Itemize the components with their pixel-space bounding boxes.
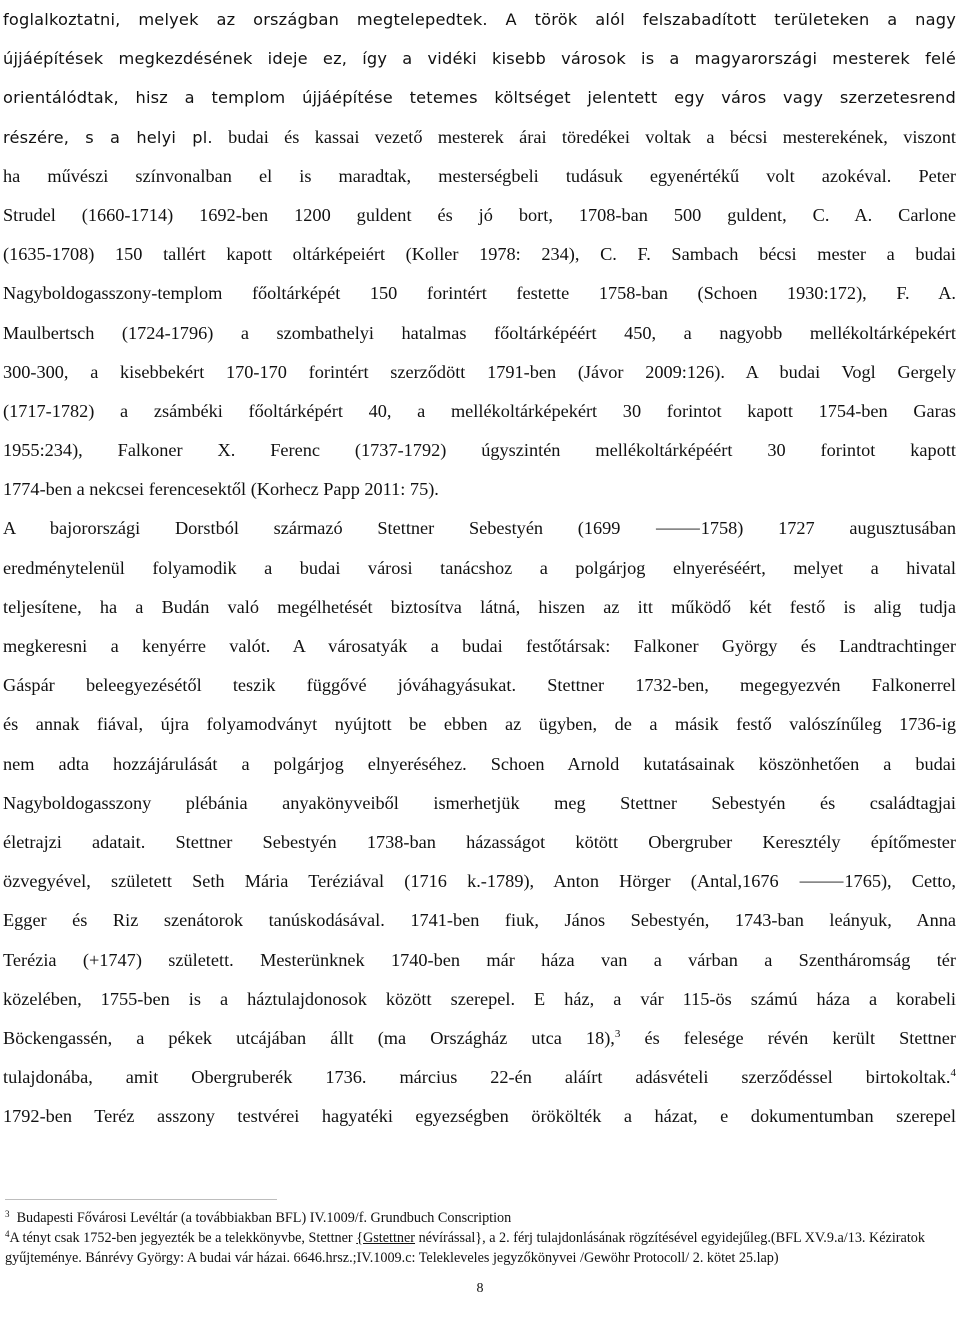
footnote-4-text-cont: névírással}, a 2. férj tulajdonlásának rögzítésével egyidejűleg.(BFL XV.9.a/13. Kéziratok gyűjteménye. Bánrévy György: A budai vár házai. 6646.hrsz.;IV.1009.c: Telekleveles jegyzőkönyvei /Gewöhr Protocoll/ 2. kötet 25.lap): [5, 1230, 925, 1266]
text-line: özvegyével, született Seth Mária Teréziával (1716 k.-1789), Anton Hörger (Antal,1676 ⸻1765), Cetto,: [3, 871, 956, 892]
text-line: Gáspár beleegyezésétől teszik függővé jóváhagyásukat. Stettner 1732-ben, megegyezvén Falkonerrel: [3, 675, 956, 696]
text-line: 1792-ben Teréz asszony testvérei hagyatéki egyezségben örökölték a házat, e dokumentumban szerepel: [3, 1106, 956, 1127]
footnote-3-text: Budapesti Fővárosi Levéltár (a továbbiakban BFL) IV.1009/f. Grundbuch Conscription: [16, 1210, 512, 1226]
text-line: orientálódtak, hisz a templom újjáépítése tetemes költséget jelentett egy város vagy szerzetesrend: [3, 88, 956, 108]
text-segment: Strudel (1660-1714) 1692-ben 1200 guldent és jó bort, 1708-ban 500 guldent, C. A.: [3, 204, 873, 225]
text-line: és annak fiával, újra folyamodványt nyújtott be ebben az ügyben, de a másik festő valószínűleg 1736-ig: [3, 714, 956, 735]
text-line: 1774-ben a nekcsei ferencesektől (Korhecz Papp 2011: 75).: [3, 479, 439, 500]
footnote-4-text: A tényt csak 1752-ben jegyezték be a telekkönyvbe, Stettner: [9, 1230, 353, 1246]
text-line: A bajorországi Dorstból származó Stettner Sebestyén (1699 ⸻1758) 1727 augusztusában: [3, 518, 956, 539]
text-segment: ha művészi színvonalban el is maradtak, mesterségbeli tudásuk egyenértékű volt azokéval.: [3, 165, 892, 186]
text-segment: és felesége révén került Stettner: [644, 1027, 956, 1048]
footnote-ref-3[interactable]: 3: [614, 1027, 621, 1040]
footnote-3-mark: 3: [5, 1209, 10, 1219]
body-text: [3, 0, 956, 1136]
text-line: megkeresni a kenyérre valót. A városatyák a budai festőtársak: Falkoner György és Landtrachtinger: [3, 636, 956, 656]
text-segment: Böckengassén, a pékek utcájában állt (ma Országház utca 18),: [3, 1027, 615, 1048]
text-line: Maulbertsch (1724-1796) a szombathelyi hatalmas főoltárképéért 450, a nagyobb mellékoltárképekért: [3, 322, 956, 343]
text-line: teljesítene, ha a Budán való megélhetését biztosítva látná, hiszen az itt működő két festő is alig tudja: [3, 596, 956, 617]
text-line: [3, 118, 956, 157]
text-segment: részére, s a helyi pl.: [3, 127, 213, 147]
text-segment: 300-300, a kisebbekért 170-170 forintért szerződött 1791-ben (Jávor 2009:126).: [3, 361, 725, 382]
text-segment: Carlone: [898, 204, 956, 225]
text-line: közelében, 1755-ben is a háztulajdonosok között szerepel. E ház, a vár 115-ös számú háza a korabeli: [3, 988, 956, 1009]
text-segment: 1955:234), Falkoner X.: [3, 440, 236, 461]
footnote-3: [5, 1208, 950, 1228]
text-segment: budai és kassai vezető mesterek árai töredékei voltak a bécsi mesterekének, viszont: [228, 126, 956, 147]
text-line: [3, 157, 956, 196]
text-line: [3, 353, 956, 392]
footnote-ref-4[interactable]: 4: [950, 1067, 956, 1080]
text-line: [3, 1058, 956, 1097]
text-line: eredménytelenül folyamodik a budai városi tanácshoz a polgárjog elnyeréséért, melyet a hivatal: [3, 557, 956, 578]
text-line: foglalkoztatni, melyek az országban megtelepedtek. A török alól felszabadított területeken a nagy: [3, 10, 956, 29]
footnote-4: [5, 1228, 950, 1268]
text-line: [3, 431, 956, 470]
footnote-separator: [5, 1199, 277, 1200]
text-line: (1717-1782) a zsámbéki főoltárképért 40, a mellékoltárképekért 30 forintot kapott 1754-ben Garas: [3, 400, 956, 421]
text-segment: Peter: [918, 165, 956, 186]
text-line: nem adta hozzájárulását a polgárjog elnyeréséhez. Schoen Arnold kutatásainak köszönhetően a budai: [3, 753, 956, 774]
text-line: életrajzi adatait. Stettner Sebestyén 1738-ban házasságot kötött Obergruber Keresztély építőmester: [3, 831, 956, 852]
text-segment: A budai Vogl Gergely: [745, 361, 956, 382]
text-segment: Sambach bécsi mester a budai: [671, 244, 956, 265]
text-line: [3, 235, 956, 274]
footnote-4-mark: 4: [5, 1229, 10, 1239]
text-line: Nagyboldogasszony plébánia anyakönyveiből ismerhetjük meg Stettner Sebestyén és családtagjai: [3, 792, 956, 813]
text-segment: Ferenc (1737-1792) úgyszintén mellékoltárképéért 30 forintot kapott: [270, 440, 956, 461]
text-line: Nagyboldogasszony-templom főoltárképét 150 forintért festette 1758-ban (Schoen 1930:172), F. A.: [3, 283, 956, 304]
text-segment: (1635-1708) 150 tallért kapott oltárképeiért (Koller 1978: 234), C. F.: [3, 244, 651, 265]
page-number: 8: [476, 1281, 484, 1296]
text-line: Terézia (+1747) született. Mesterünknek 1740-ben már háza van a várban a Szentháromság tér: [3, 949, 956, 970]
text-line: újjáépítések megkezdésének ideje ez, így a vidéki kisebb városok is a magyarországi mesterek felé: [3, 49, 956, 69]
text-segment: tulajdonába, amit Obergruberék 1736. március 22-én aláírt adásvételi szerződéssel birtokoltak.: [3, 1067, 951, 1088]
footnotes: [5, 1208, 950, 1268]
footnote-4-underlined: {Gstettner: [356, 1230, 416, 1246]
text-line: Egger és Riz szenátorok tanúskodásával. 1741-ben fiuk, János Sebestyén, 1743-ban leányuk, Anna: [3, 910, 956, 931]
text-line: [3, 1019, 956, 1058]
text-line: [3, 196, 956, 235]
